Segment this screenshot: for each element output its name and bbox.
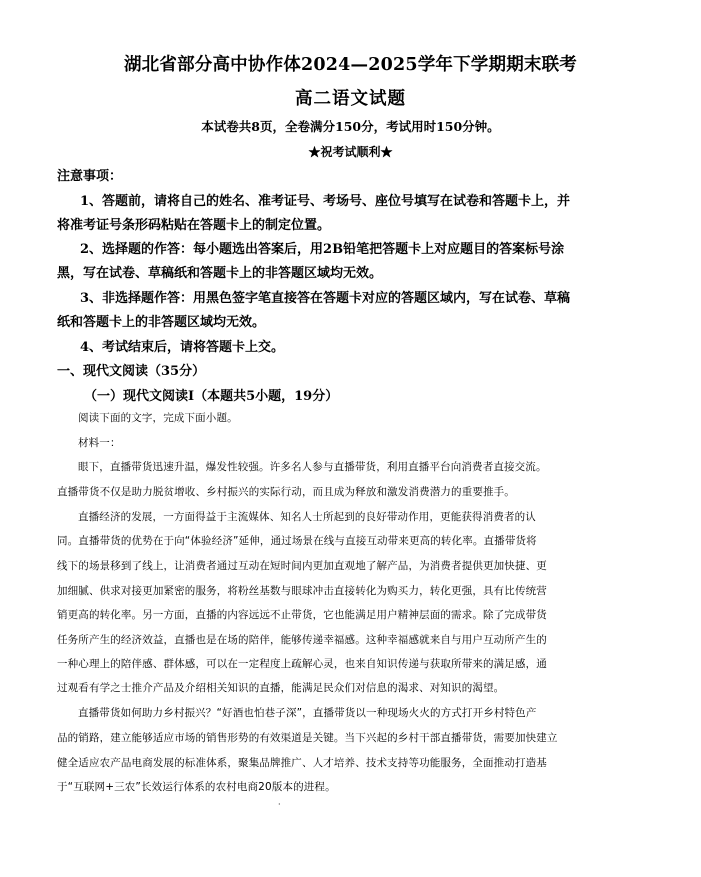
notice-item-3-line-1: 3、非选择题作答：用黑色签字笔直接答在答题卡对应的答题区域内，写在试卷、草稿 [80,291,571,306]
notice-item-1-line-2: 将准考证号条形码粘贴在答题卡上的制定位置。 [57,218,331,233]
footer-mark: · [278,800,281,809]
section-heading: 一、现代文阅读（35分） [57,364,206,379]
passage-line: 健全适应农产品电商发展的标准体系，聚集品牌推广、人才培养、技术支持等功能服务，全面推动打造基 [57,757,547,769]
notice-item-2-line-1: 2、选择题的作答：每小题选出答案后，用2B铅笔把答题卡上对应题目的答案标号涂 [80,242,565,257]
passage-line: 同。直播带货的优势在于向“体验经济”延伸，通过场景在线与直接互动带来更高的转化率。直播带货将 [57,535,537,547]
passage-line: 于“互联网+三农”长效运行体系的农村电商20版本的进程。 [57,781,336,793]
passage-line: 直播带货如何助力乡村振兴？“好酒也怕巷子深”，直播带货以一种现场火火的方式打开乡村特色产 [78,707,537,719]
material-label: 材料一： [78,437,121,449]
exam-info: 本试卷共8页，全卷满分150分，考试用时150分钟。 [201,119,500,134]
notice-item-3-line-2: 纸和答题卡上的非答题区域均无效。 [57,315,266,330]
passage-line: 过观看有学之士推介产品及介绍相关知识的直播，能满足民众们对信息的渴求、对知识的渴望。 [57,682,505,694]
passage-line: 眼下，直播带货迅速升温，爆发性较强。许多名人参与直播带货，利用直播平台向消费者直接交流。 [78,461,547,473]
passage-line: 线下的场景移到了线上，让消费者通过互动在短时间内更加直观地了解产品，为消费者提供更加快捷、更 [57,560,547,572]
passage-line: 直播经济的发展，一方面得益于主流媒体、知名人士所起到的良好带动作用，更能获得消费者的认 [78,511,536,523]
passage-line: 品的销路，建立能够适应市场的销售形势的有效渠道是关键。当下兴起的乡村干部直播带货，需要加快建立 [57,732,558,744]
passage-line: 一种心理上的陪伴感、群体感，可以在一定程度上疏解心灵，也来自知识传递与获取所带来的满足感，通 [57,658,547,670]
exam-wish: ★祝考试顺利★ [308,145,393,159]
passage-line: 任务所产生的经济效益，直播也是在场的陪伴，能够传递幸福感。这种幸福感就来自与用户互动所产生的 [57,634,547,646]
passage-line: 加细腻、供求对接更加紧密的服务，将粉丝基数与眼球冲击直接转化为购买力，转化更强，具有比传统营 [57,585,547,597]
notice-item-4: 4、考试结束后，请将答题卡上交。 [80,340,285,355]
notice-item-1-line-1: 1、答题前，请将自己的姓名、准考证号、考场号、座位号填写在试卷和答题卡上，并 [80,194,571,209]
notice-item-2-line-2: 黑，写在试卷、草稿纸和答题卡上的非答题区域均无效。 [57,266,383,281]
passage-line: 销更高的转化率。另一方面，直播的内容远远不止带货，它也能满足用户精神层面的需求。除了完成带货 [57,609,547,621]
section-sub-heading: （一）现代文阅读Ⅰ（本题共5小题，19分） [84,389,339,404]
notice-heading: 注意事项： [57,169,123,184]
reading-instruction: 阅读下面的文字，完成下面小题。 [78,412,238,424]
exam-title: 湖北省部分高中协作体2024—2025学年下学期期末联考 [123,55,577,75]
exam-subtitle: 高二语文试题 [295,89,406,109]
passage-line: 直播带货不仅是助力脱贫增收、乡村振兴的实际行动，而且成为释放和激发消费潜力的重要推手。 [57,486,515,498]
